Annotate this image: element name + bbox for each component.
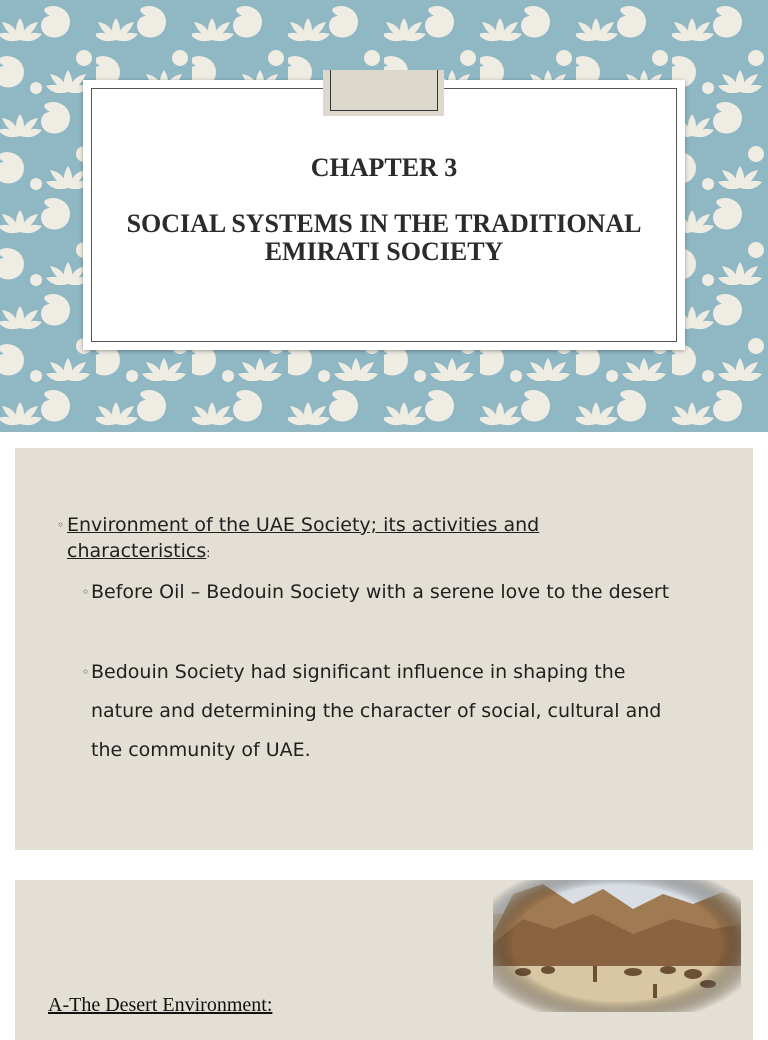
bullet-icon: ◦ <box>82 585 90 599</box>
main-bullet-text: Environment of the UAE Society; its activities and characteristics <box>67 514 540 562</box>
chapter-subtitle: SOCIAL SYSTEMS IN THE TRADITIONAL EMIRATI SOCIETY <box>126 209 642 266</box>
sub-bullet-text: Before Oil – Bedouin Society with a serene love to the desert <box>91 581 670 603</box>
main-bullet <box>57 512 667 566</box>
section-heading: A-The Desert Environment: <box>48 994 273 1016</box>
desert-slide <box>15 880 753 1040</box>
title-slide <box>0 0 768 432</box>
chapter-title: CHAPTER 3 <box>310 153 458 182</box>
sub-bullet <box>82 653 681 770</box>
sub-bullet-text: Bedouin Society had significant influence in shaping the nature and determining the character of social, cultural and the community of UAE. <box>91 661 662 761</box>
sub-bullet <box>82 573 676 612</box>
bullet-icon: ◦ <box>82 665 90 679</box>
desert-camels-photo <box>493 880 741 1012</box>
main-bullet-colon: : <box>206 546 211 560</box>
title-card <box>83 80 685 350</box>
content-slide <box>15 448 753 850</box>
bullet-icon: ◦ <box>57 518 65 532</box>
title-card-tab <box>323 70 444 116</box>
title-card-tab-inner <box>330 70 438 111</box>
title-text <box>83 154 685 266</box>
